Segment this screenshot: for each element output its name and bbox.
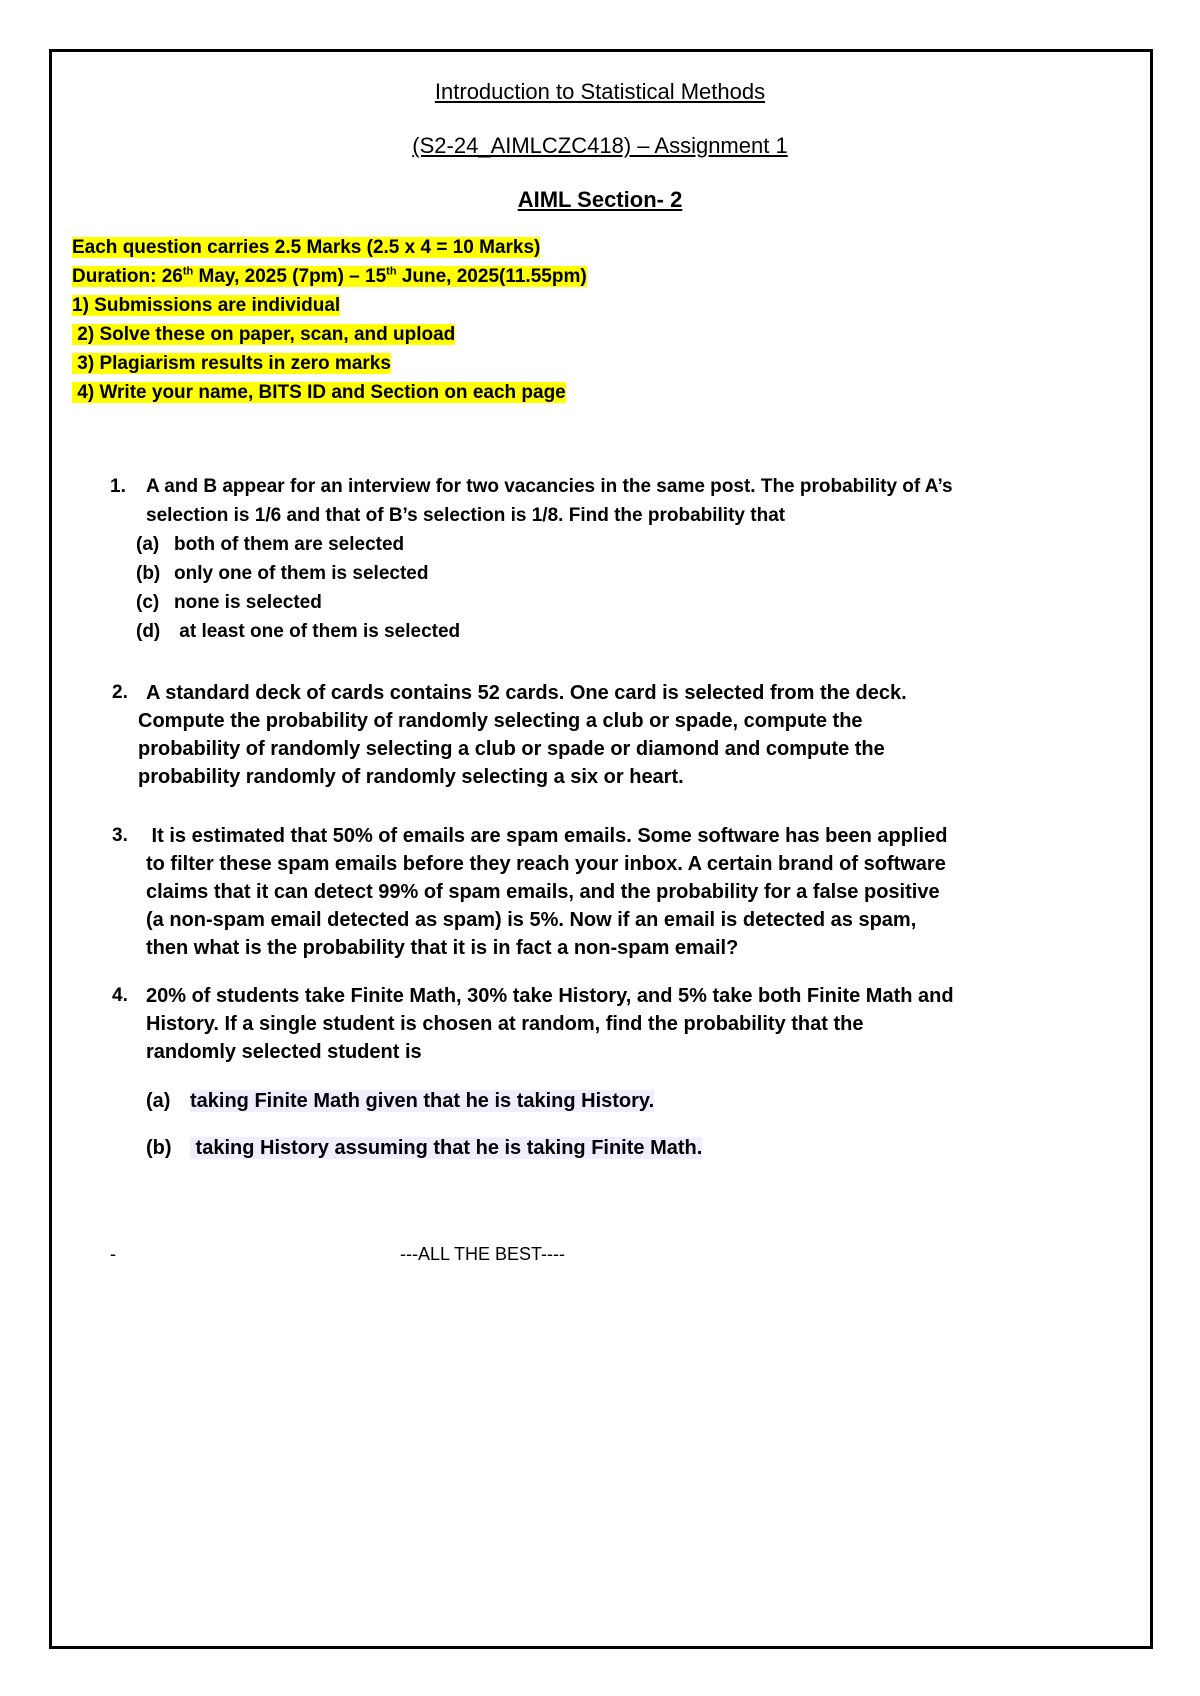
question-4-line-3: randomly selected student is xyxy=(146,1041,422,1063)
question-3-number: 3. xyxy=(112,825,128,846)
question-3-line-4: (a non-spam email detected as spam) is 5%. Now if an email is detected as spam, xyxy=(146,909,917,931)
question-3-line-2: to filter these spam emails before they reach your inbox. A certain brand of software xyxy=(146,853,946,875)
instruction-rule-3: 3) Plagiarism results in zero marks xyxy=(72,353,391,374)
instruction-rule-1: 1) Submissions are individual xyxy=(72,295,341,316)
question-1-option-a: (a) both of them are selected xyxy=(136,534,405,555)
question-1-number: 1. xyxy=(110,476,126,497)
question-3-line-1: It is estimated that 50% of emails are spam emails. Some software has been applied xyxy=(146,825,948,847)
question-1-option-c: (c) none is selected xyxy=(136,592,322,613)
question-3-line-5: then what is the probability that it is in fact a non-spam email? xyxy=(146,937,739,959)
question-4-option-a: (a) taking Finite Math given that he is taking History. xyxy=(146,1090,655,1112)
question-4-line-1: 20% of students take Finite Math, 30% take History, and 5% take both Finite Math and xyxy=(146,985,954,1007)
instruction-duration: Duration: 26th May, 2025 (7pm) – 15th June, 2025(11.55pm) xyxy=(72,265,587,287)
question-4-line-2: History. If a single student is chosen at random, find the probability that the xyxy=(146,1013,864,1035)
question-2-line-2: Compute the probability of randomly selecting a club or spade, compute the xyxy=(138,710,863,732)
question-3-line-3: claims that it can detect 99% of spam emails, and the probability for a false positive xyxy=(146,881,940,903)
question-1-line-2: selection is 1/6 and that of B’s selection is 1/8. Find the probability that xyxy=(146,505,786,526)
course-code-line: (S2-24_AIMLCZC418) – Assignment 1 xyxy=(412,133,788,158)
question-2-line-4: probability randomly of randomly selecting a six or heart. xyxy=(138,766,684,788)
instruction-marks: Each question carries 2.5 Marks (2.5 x 4 = 10 Marks) xyxy=(72,237,541,258)
closing-text: ---ALL THE BEST---- xyxy=(400,1244,566,1264)
question-1-option-b: (b) only one of them is selected xyxy=(136,563,429,584)
section-title: AIML Section- 2 xyxy=(517,187,683,212)
instruction-rule-4: 4) Write your name, BITS ID and Section on each page xyxy=(72,382,566,403)
footer-dash: - xyxy=(110,1244,116,1264)
question-2-number: 2. xyxy=(112,682,128,703)
instruction-rule-2: 2) Solve these on paper, scan, and upload xyxy=(72,324,456,345)
question-1-line-1: A and B appear for an interview for two vacancies in the same post. The probability of A’s xyxy=(146,476,953,497)
question-2-line-1: A standard deck of cards contains 52 cards. One card is selected from the deck. xyxy=(146,682,907,704)
question-4-number: 4. xyxy=(112,985,128,1006)
course-title: Introduction to Statistical Methods xyxy=(434,79,766,104)
question-2-line-3: probability of randomly selecting a club or spade or diamond and compute the xyxy=(138,738,885,760)
question-1-option-d: (d) at least one of them is selected xyxy=(136,621,461,642)
question-4-option-b: (b) taking History assuming that he is taking Finite Math. xyxy=(146,1137,703,1159)
